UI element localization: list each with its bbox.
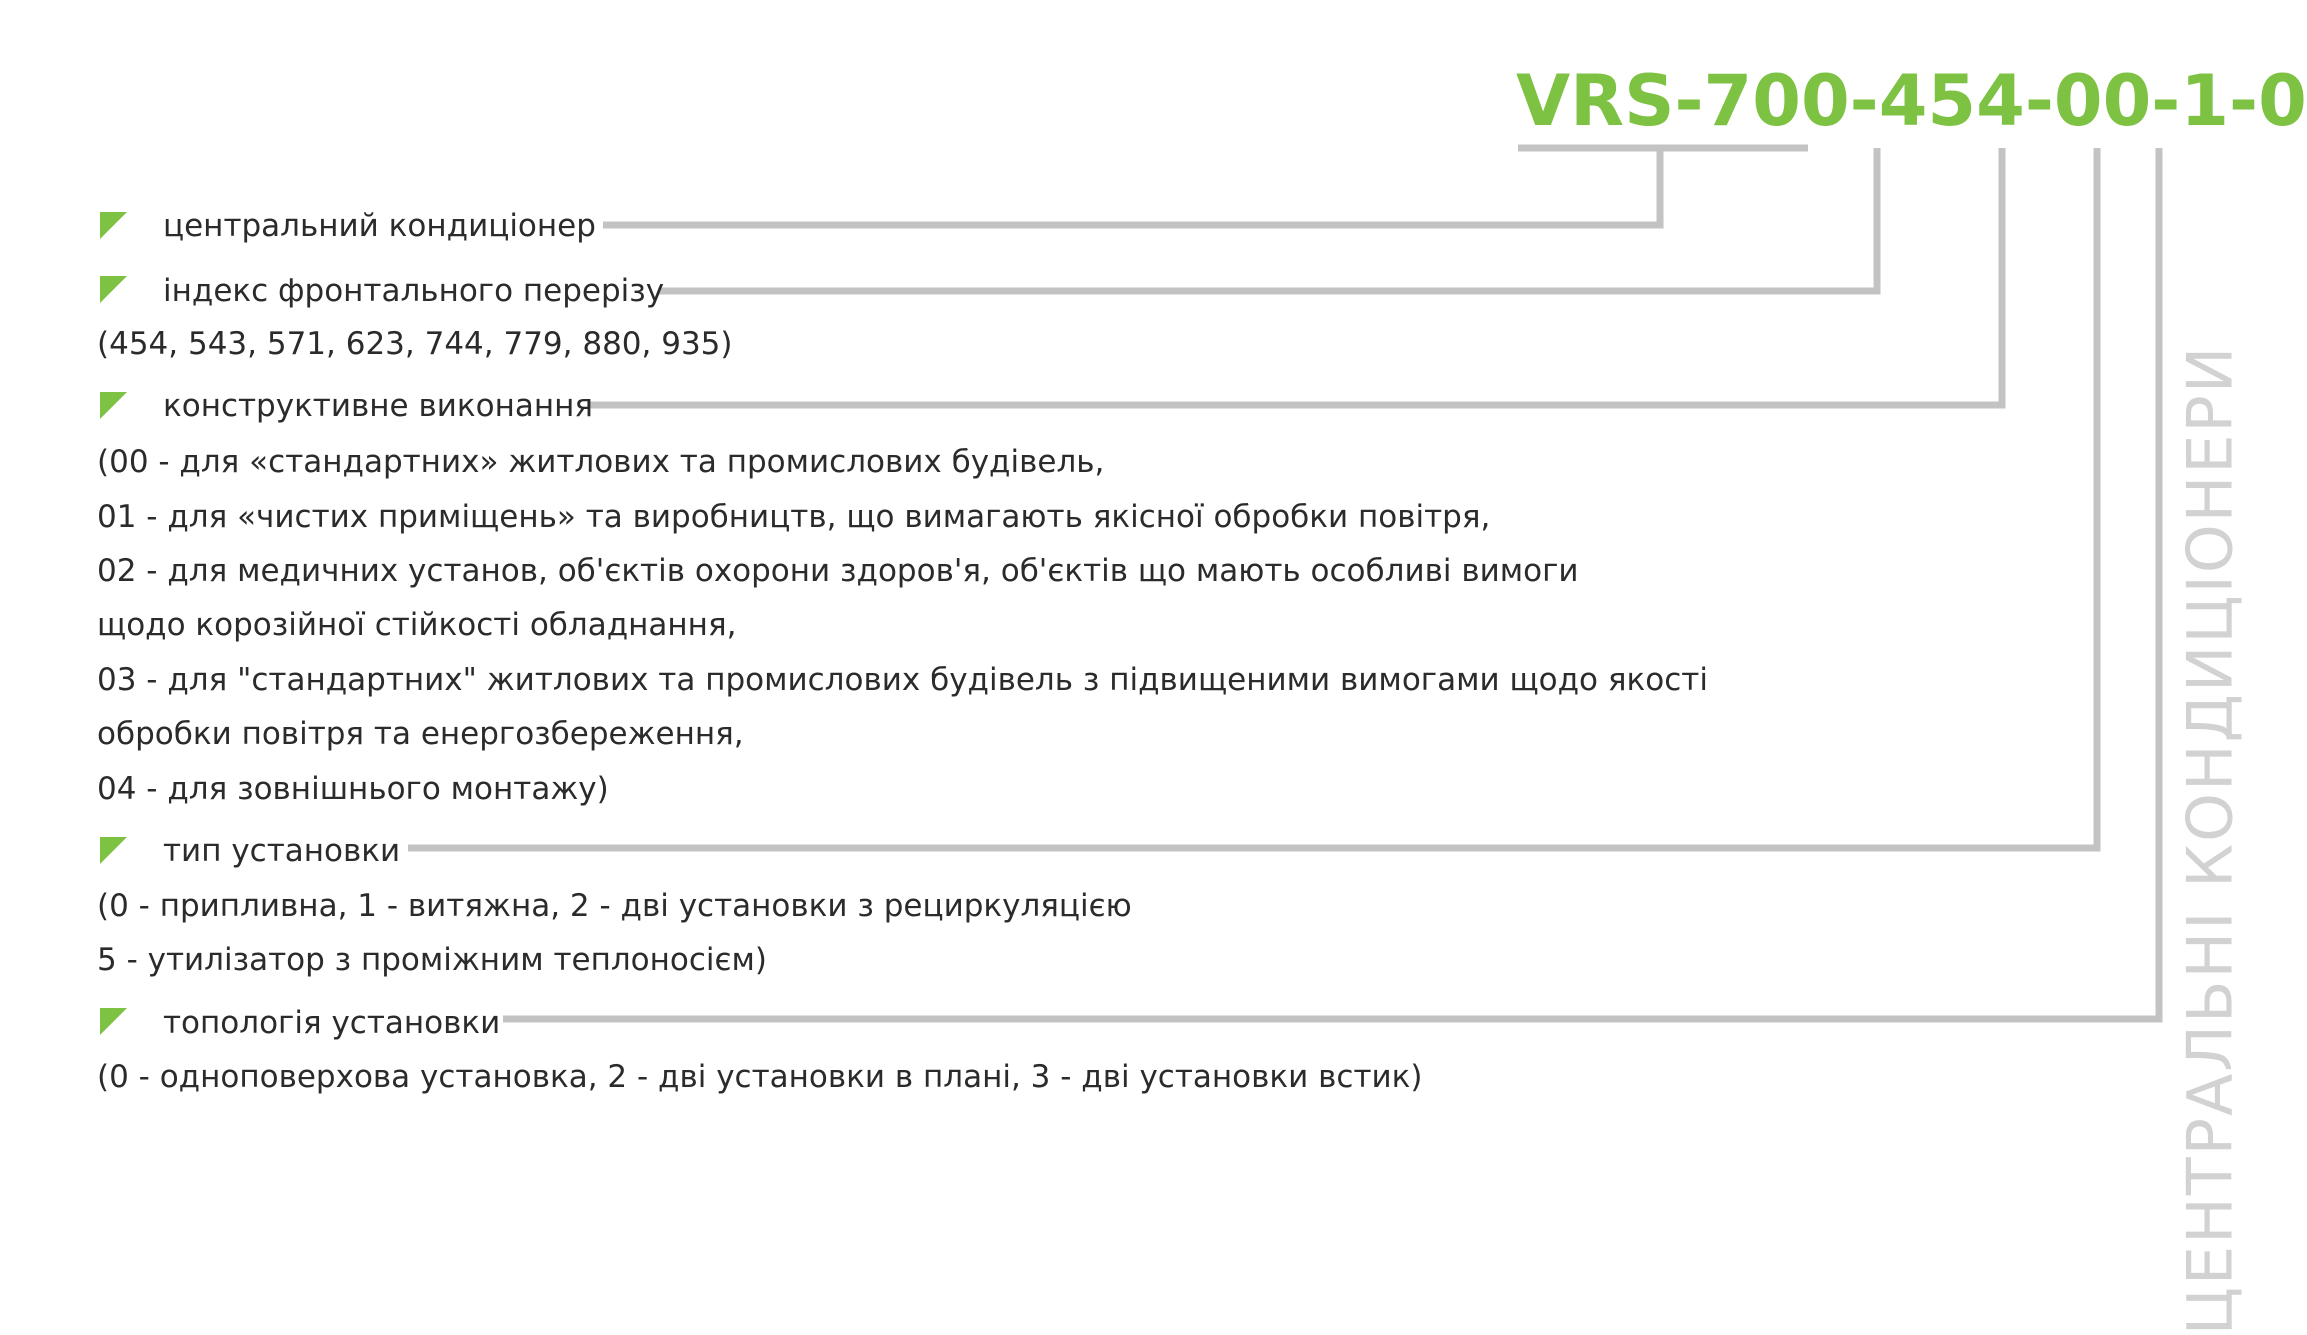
item-label-unit-type: центральний кондиціонер bbox=[163, 208, 596, 244]
bullet-marker-icon bbox=[100, 212, 127, 239]
item-detail: (00 - для «стандартних» житлових та промислових будівель, bbox=[97, 444, 1105, 480]
item-label-section-index: індекс фронтального перерізу bbox=[163, 273, 665, 309]
item-detail: обробки повітря та енергозбереження, bbox=[97, 716, 744, 752]
connector-design-version bbox=[587, 148, 2002, 405]
item-detail: 03 - для "стандартних" житлових та промислових будівель з підвищеними вимогами щодо якості bbox=[97, 662, 1708, 698]
model-code: VRS-700-454-00-1-0 bbox=[1516, 60, 2307, 142]
item-detail: 01 - для «чистих приміщень» та виробництв, що вимагають якісної обробки повітря, bbox=[97, 499, 1491, 535]
item-detail: 02 - для медичних установ, об'єктів охорони здоров'я, об'єктів що мають особливі вимоги bbox=[97, 553, 1579, 589]
bullet-marker-icon bbox=[100, 1008, 127, 1035]
connector-section-index bbox=[658, 148, 1877, 291]
bullet-marker-icon bbox=[100, 392, 127, 419]
item-detail: щодо корозійної стійкості обладнання, bbox=[97, 607, 737, 643]
bullet-marker-icon bbox=[100, 837, 127, 864]
connector-unit-type bbox=[603, 148, 1660, 225]
bullet-marker-icon bbox=[100, 276, 127, 303]
item-label-unit-kind: тип установки bbox=[163, 833, 401, 869]
item-detail: (0 - припливна, 1 - витяжна, 2 - дві установки з рециркуляцією bbox=[97, 888, 1132, 924]
item-label-design-version: конструктивне виконання bbox=[163, 388, 594, 424]
item-detail: 5 - утилізатор з проміжним теплоносієм) bbox=[97, 942, 768, 978]
item-detail: 04 - для зовнішнього монтажу) bbox=[97, 771, 609, 807]
side-section-label: ЦЕНТРАЛЬНІ КОНДИЦІОНЕРИ bbox=[2173, 344, 2247, 1335]
item-label-topology: топологія установки bbox=[163, 1005, 501, 1041]
item-detail: (454, 543, 571, 623, 744, 779, 880, 935) bbox=[97, 326, 733, 362]
item-detail: (0 - одноповерхова установка, 2 - дві установки в плані, 3 - дві установки встик) bbox=[97, 1059, 1423, 1095]
